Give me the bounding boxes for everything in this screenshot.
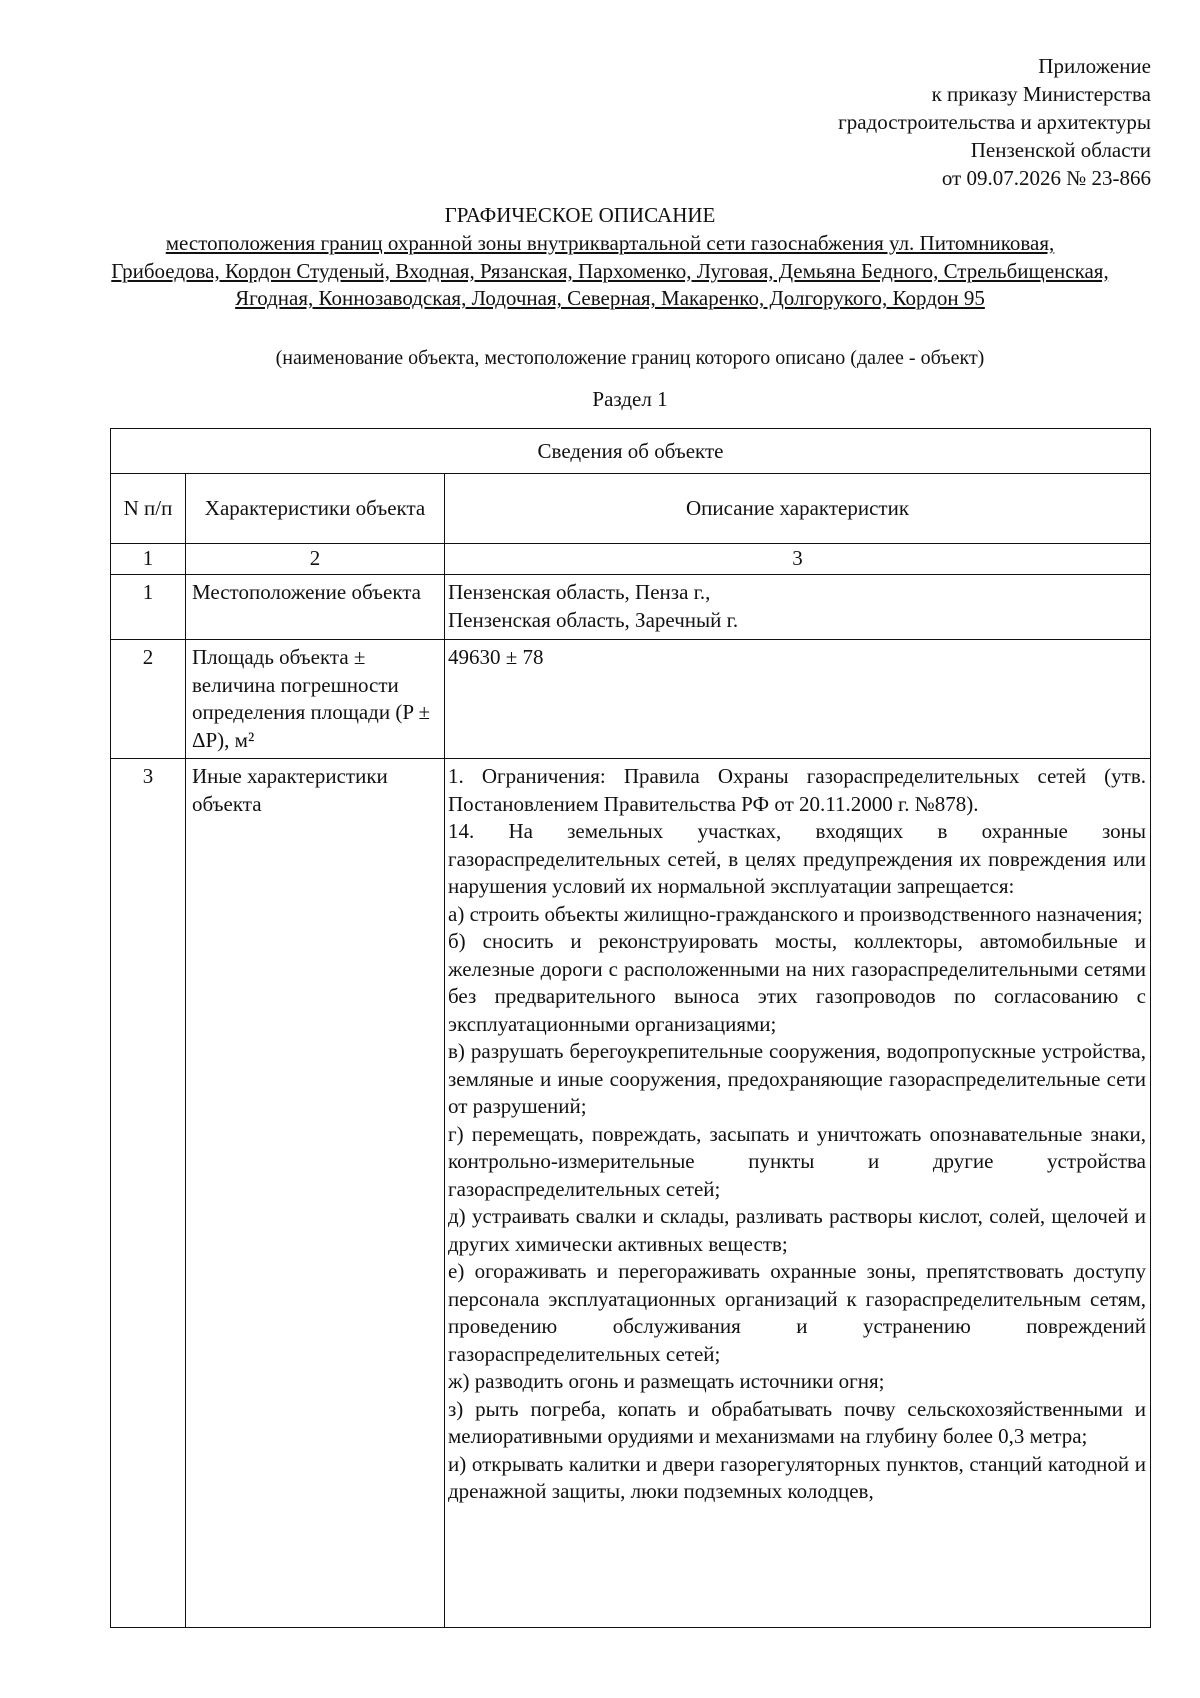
object-description: местоположения границ охранной зоны внутриквартальной сети газоснабжения ул. Питомниковая, Грибоедова, Кордон Студеный, Входная, Рязанская, Пархоменко, Луговая, Демьяна Бедного, Стрельбищенская, Ягодная, Коннозаводская, Лодочная, Северная, Макаренко, Долгорукого, Кордон 95 <box>111 231 1109 310</box>
table-header-row <box>111 474 1151 544</box>
column-number: 1 <box>111 544 186 575</box>
restriction-item: е) огораживать и перегораживать охранные зоны, препятствовать доступу персонала эксплуатационных организаций к газораспределительным сетям, проведению обслуживания и устранению повреждений газораспределительных сетей; <box>448 1259 1146 1366</box>
restriction-paragraph: 1. Ограничения: Правила Охраны газораспределительных сетей (утв. Постановлением Правительства РФ от 20.11.2000 г. №878). <box>448 764 1146 816</box>
table-caption: Сведения об объекте <box>111 429 1151 474</box>
row-description <box>445 575 1151 640</box>
appendix-line: к приказу Министерства <box>931 82 1151 106</box>
table-row <box>111 640 1151 759</box>
row-description <box>445 759 1151 1628</box>
appendix-line: градостроительства и архитектуры <box>838 110 1151 134</box>
restriction-item: д) устраивать свалки и склады, разливать растворы кислот, солей, щелочей и других химически активных веществ; <box>448 1204 1146 1256</box>
description-line: Пензенская область, Заречный г. <box>448 607 739 632</box>
appendix-line: Пензенской области <box>970 138 1151 162</box>
document-title: ГРАФИЧЕСКОЕ ОПИСАНИЕ <box>444 203 716 227</box>
section-heading: Раздел 1 <box>592 387 668 411</box>
row-characteristic: Площадь объекта ± величина погрешности определения площади (P ± ΔP), м² <box>186 640 445 759</box>
table-row <box>111 759 1151 1628</box>
header-number: N п/п <box>111 474 186 544</box>
restriction-item: з) рыть погреба, копать и обрабатывать почву сельскохозяйственными и мелиоративными орудиями и механизмами на глубину более 0,3 метра; <box>448 1396 1146 1448</box>
restriction-item: г) перемещать, повреждать, засыпать и уничтожать опознавательные знаки, контрольно-измерительные пункты и другие устройства газораспределительных сетей; <box>448 1121 1146 1201</box>
header-characteristic: Характеристики объекта <box>186 474 445 544</box>
column-number: 3 <box>445 544 1151 575</box>
row-characteristic: Иные характеристики объекта <box>186 759 445 1628</box>
restriction-paragraph: 14. На земельных участках, входящих в охранные зоны газораспределительных сетей, в целях предупреждения их повреждения или нарушения условий их нормальной эксплуатации запрещается: <box>448 819 1146 898</box>
row-description <box>445 640 1151 759</box>
appendix-line: Приложение <box>1038 54 1151 78</box>
restriction-item: в) разрушать берегоукрепительные сооружения, водопропускные устройства, земляные и иные сооружения, предохраняющие газораспределительные сети от разрушений; <box>448 1039 1146 1118</box>
column-number-row <box>111 544 1151 575</box>
appendix-order-date: от 09.07.2026 № 23-866 <box>941 166 1151 190</box>
column-number: 2 <box>186 544 445 575</box>
row-number: 2 <box>111 640 186 759</box>
row-characteristic: Местоположение объекта <box>186 575 445 640</box>
row-number: 3 <box>111 759 186 1628</box>
restriction-item: ж) разводить огонь и размещать источники огня; <box>448 1369 885 1393</box>
area-value: 49630 ± 78 <box>448 645 544 669</box>
table-row <box>111 575 1151 640</box>
row-number: 1 <box>111 575 186 640</box>
description-line: Пензенская область, Пенза г., <box>448 580 711 604</box>
restriction-item: а) строить объекты жилищно-гражданского и производственного назначения; <box>448 901 1143 926</box>
object-description-hint: (наименование объекта, местоположение границ которого описано (далее - объект) <box>275 347 985 369</box>
restriction-item: и) открывать калитки и двери газорегуляторных пунктов, станций катодной и дренажной защиты, люки подземных колодцев, <box>448 1451 1146 1503</box>
restriction-item: б) сносить и реконструировать мосты, коллекторы, автомобильные и железные дороги с расположенными на них газораспределительными сетями без предварительного выноса этих газопроводов по согласованию с эксплуатационными организациями; <box>448 929 1146 1036</box>
header-description: Описание характеристик <box>445 474 1151 544</box>
object-info-table <box>110 428 1151 1628</box>
appendix-block <box>838 52 1151 192</box>
